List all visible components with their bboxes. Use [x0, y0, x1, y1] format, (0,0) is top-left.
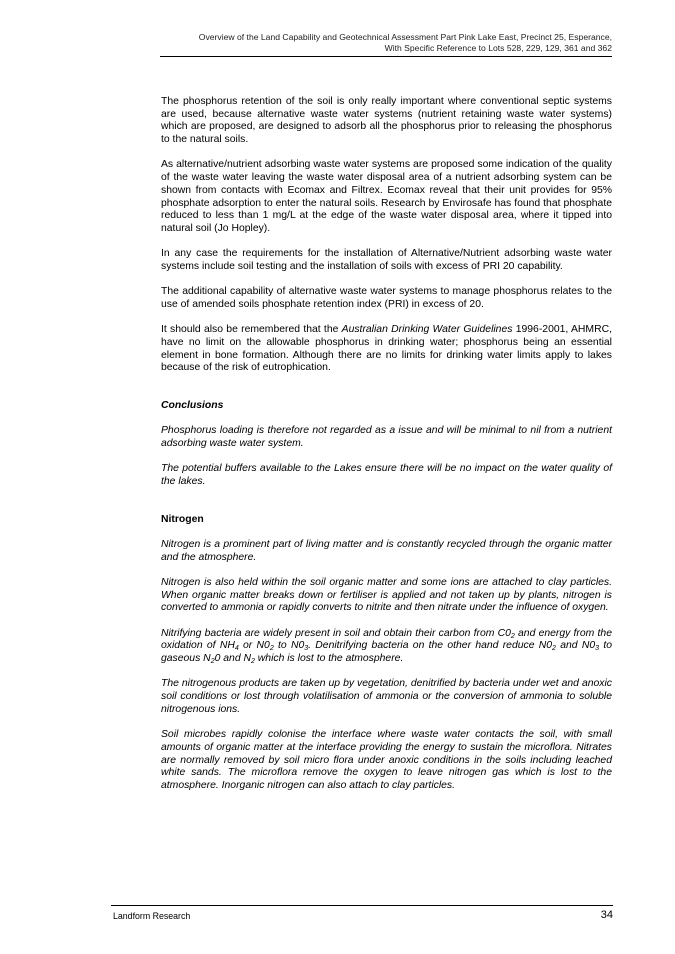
- paragraph-pri-capability: The additional capability of alternative waste water systems to manage phosphorus relates to the use of amended soils phosphate retention index (PRI) in excess of 20.: [161, 286, 612, 310]
- page-body: [161, 96, 612, 805]
- footer-rule: [111, 905, 613, 906]
- drinking-water-text-b: 1996-2001, AHMRC, have no limit on the allowable phosphorus in drinking water; phosphorus being an essential element in bone formation. Although there are no limits for drinking water limits apply to lakes because of the risk of eutrophication.: [161, 324, 612, 374]
- nitrogen-paragraph-2: Nitrogen is also held within the soil organic matter and some ions are attached to clay particles. When organic matter breaks down or fertiliser is applied and not taken up by plants, nitrogen is converted to ammonia or rapidly converts to nitrite and then nitrate under the influence of oxygen.: [161, 577, 612, 614]
- drinking-water-guidelines-title: Australian Drinking Water Guidelines: [341, 324, 513, 336]
- paragraph-drinking-water: [161, 324, 612, 375]
- paragraph-phosphorus-retention: The phosphorus retention of the soil is only really important where conventional septic systems are used, because alternative waste water systems (nutrient retaining waste water systems) which are proposed, are designed to adsorb all the phosphorus prior to releasing the phosphorus to the natural soils.: [161, 96, 612, 146]
- nitrogen-paragraph-3: Nitrifying bacteria are widely present in soil and obtain their carbon from $C0_2$ and energy from the oxidation of $NH_4$ or $N0_2$ to $N0_3$. Denitrifying bacteria on the other hand reduce $N0_2$ and $N0_3$ to gaseous $N_20$ and $N_2$ which is lost to the atmosphere.: [161, 627, 612, 666]
- header-line-2: With Specific Reference to Lots 528, 229, 129, 361 and 362: [384, 43, 612, 53]
- drinking-water-text-a: It should also be remembered that the: [161, 324, 342, 336]
- nitrogen-paragraph-4: The nitrogenous products are taken up by vegetation, denitrified by bacteria under wet and anoxic soil conditions or lost through volatilisation of ammonia or the conversion of ammonia to soluble nitrogenous ions.: [161, 678, 612, 715]
- header-line-1: Overview of the Land Capability and Geotechnical Assessment Part Pink Lake East, Precinct 25, Esperance,: [198, 32, 612, 42]
- nitrogen-heading: Nitrogen: [161, 513, 204, 525]
- nitrogen-paragraph-1: Nitrogen is a prominent part of living matter and is constantly recycled through the organic matter and the atmosphere.: [161, 539, 612, 563]
- conclusion-1: Phosphorus loading is therefore not regarded as a issue and will be minimal to nil from a nutrient adsorbing waste water system.: [161, 425, 612, 450]
- paragraph-nutrient-adsorbing: As alternative/nutrient adsorbing waste water systems are proposed some indication of the quality of the waste water leaving the waste water disposal area of a nutrient adsorbing system can be shown from contacts with Ecomax and Filtrex. Ecomax reveal that their unit provides for 95% phosphate adsorption to enter the natural soils. Research by Envirosafe has found that phosphate reduced to less than 1 mg/L at the edge of the waste water disposal area, where it tipped into natural soil (Jo Hopley).: [161, 159, 612, 234]
- header-rule: [160, 56, 612, 57]
- footer-organization: Landform Research: [113, 911, 191, 921]
- page-number: 34: [600, 909, 613, 921]
- conclusions-heading: Conclusions: [161, 400, 224, 412]
- conclusion-2: The potential buffers available to the Lakes ensure there will be no impact on the water quality of the lakes.: [161, 463, 612, 488]
- paragraph-installation-requirements: In any case the requirements for the installation of Alternative/Nutrient adsorbing waste water systems include soil testing and the installation of soils with excess of PRI 20 capability.: [161, 248, 612, 272]
- nitrogen-paragraph-5: Soil microbes rapidly colonise the interface where waste water contacts the soil, with small amounts of organic matter at the interface providing the energy to sustain the microflora. Nitrates are normally removed by soil micro flora under anoxic conditions in the soils including leached white sands. The microflora remove the oxygen to leave nitrogen gas which is lost to the atmosphere. Inorganic nitrogen can also attach to clay particles.: [161, 729, 612, 791]
- running-header: [110, 32, 612, 54]
